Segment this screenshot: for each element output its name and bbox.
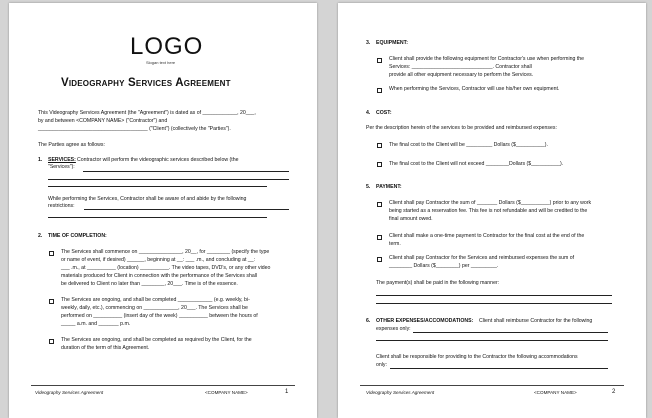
restrictions-text: While performing the Services, Contractor shall be aware of and abide by the following (48, 196, 247, 202)
parties-agree: The Parties agree as follows: (38, 142, 105, 148)
footer-document-name: Videography Services Agreement (35, 390, 104, 395)
option-checkbox[interactable] (377, 257, 382, 262)
equipment-option-1-line-1: Client shall provide the following equipment for Contractor's use when performing the (389, 56, 585, 62)
cost-option-2: The final cost to the Client will not exceed ________Dollars ($__________). (389, 161, 564, 167)
footer-company-name: <COMPANY NAME> (534, 390, 577, 395)
time-option-3-line-1: The Services are ongoing, and shall be completed as required by the Client, for the (61, 337, 252, 343)
footer-rule (31, 385, 295, 386)
accommodations-line-1: Client shall be responsible for providing to the Contractor the following accommodations (376, 354, 578, 360)
payment-manner-line-2 (376, 303, 612, 304)
services-line-2 (48, 179, 289, 180)
time-option-1-line-3: ___ .m., at __________ (location) __________. The video tapes, DVD's, or any other video (61, 265, 271, 271)
section-1-text-2: "Services"): (48, 164, 75, 170)
payment-option-2-line-2: term. (389, 241, 401, 247)
payment-option-3-line-1: Client shall pay Contractor for the Services and reimbursed expenses the sum of (389, 255, 575, 261)
payment-option-3-line-2: ________ Dollars ($________) per _________. (389, 263, 499, 269)
option-checkbox[interactable] (377, 88, 382, 93)
services-line-1 (83, 171, 289, 172)
section-5-title: PAYMENT: (376, 184, 402, 190)
footer-company-name: <COMPANY NAME> (205, 390, 248, 395)
section-6-text: Client shall reimburse Contractor for the following (479, 318, 593, 324)
footer-document-name: Videography Services Agreement (366, 390, 435, 395)
time-option-1-line-2: or name of event, if desired) ______, beginning at __: ___ .m., and concluding at __: (61, 257, 256, 263)
intro-line-1: This Videography Services Agreement (the "Agreement") is dated as of ____________, 20___, (38, 110, 256, 116)
time-option-1-line-1: The Services shall commence on _______________, 20__, for ________ (specify the type (61, 249, 270, 255)
time-option-1-line-5: be delivered to Client no later than ________, 20___. Time is of the essence. (61, 281, 238, 287)
page-number: 2 (612, 389, 616, 395)
footer-rule (360, 385, 624, 386)
time-option-2-line-3: performed on __________ (insert day of the week) __________ between the hours of (61, 313, 258, 319)
payment-option-1-line-1: Client shall pay Contractor the sum of _______ Dollars ($__________) prior to any work (389, 200, 592, 206)
accommodations-line (390, 368, 608, 369)
equipment-option-2: When performing the Services, Contractor will use his/her own equipment. (389, 86, 560, 92)
expenses-line-2 (376, 340, 608, 341)
option-checkbox[interactable] (377, 143, 382, 148)
restrictions-line-2 (48, 217, 267, 218)
time-option-2-line-1: The Services are ongoing, and shall be completed ____________ (e.g. weekly, bi- (61, 297, 250, 303)
option-checkbox[interactable] (377, 58, 382, 63)
option-checkbox[interactable] (49, 339, 54, 344)
document-page-2 (338, 3, 646, 418)
accommodations-line-2: only: (376, 362, 387, 368)
expenses-line-1 (413, 332, 608, 333)
section-4-number: 4. (366, 110, 371, 116)
option-checkbox[interactable] (377, 235, 382, 240)
section-3-number: 3. (366, 40, 371, 46)
section-3-title: EQUIPMENT: (376, 40, 408, 46)
section-1-number: 1. (38, 157, 43, 163)
company-logo: LOGO (130, 33, 204, 60)
section-6-title: OTHER EXPENSES/ACCOMODATIONS: (376, 318, 474, 324)
payment-manner-line-1 (376, 295, 612, 296)
intro-line-3: ______________________________________ ("Client") (collectively the "Parties"). (38, 126, 231, 132)
restrictions-line-1 (84, 209, 289, 210)
section-2-title: TIME OF COMPLETION: (48, 233, 107, 239)
time-option-1-line-4: materials produced for Client in connection with the performance of the Services shall (61, 273, 258, 279)
services-line-3 (48, 186, 267, 187)
section-2-number: 2. (38, 233, 43, 239)
restrictions-text-2: restrictions: (48, 203, 75, 209)
cost-intro: Per the description herein of the services to be provided and reimbursed expenses: (366, 125, 557, 131)
slogan: Slogan text here (146, 60, 176, 65)
cost-option-1: The final cost to the Client will be _________ Dollars ($__________). (389, 142, 548, 148)
time-option-2-line-4: _____ a.m. and _______ p.m. (61, 321, 131, 327)
document-page-1 (9, 3, 317, 418)
option-checkbox[interactable] (49, 251, 54, 256)
section-6-text-2: expenses only: (376, 326, 411, 332)
section-1-text: Contractor will perform the videographic services described below (the (77, 157, 239, 163)
payment-manner: The payment(s) shall be paid in the following manner: (376, 280, 500, 286)
option-checkbox[interactable] (377, 202, 382, 207)
intro-line-2: by and between <COMPANY NAME> ("Contractor") and (38, 118, 168, 124)
equipment-option-1-line-3: provide all other equipment necessary to perform the Services. (389, 72, 534, 78)
option-checkbox[interactable] (377, 162, 382, 167)
payment-option-2-line-1: Client shall make a one-time payment to Contractor for the final cost at the end of the (389, 233, 585, 239)
section-6-number: 6. (366, 318, 371, 324)
page-number: 1 (285, 389, 289, 395)
payment-option-1-line-2: being started as a reservation fee. This fee is not refundable and will be credited to the (389, 208, 588, 214)
section-4-title: COST: (376, 110, 392, 116)
section-1-title: SERVICES: (48, 157, 76, 163)
section-5-number: 5. (366, 184, 371, 190)
equipment-option-1-line-2: Services: ____________________________. Contractor shall (389, 64, 532, 70)
time-option-2-line-2: weekly, daily, etc.), commencing on ____________, 20___. The Services shall be (61, 305, 248, 311)
payment-option-1-line-3: final amount owed. (389, 216, 433, 222)
option-checkbox[interactable] (49, 299, 54, 304)
time-option-3-line-2: duration of the term of this Agreement. (61, 345, 150, 351)
document-title: Videography Services Agreement (61, 77, 231, 89)
